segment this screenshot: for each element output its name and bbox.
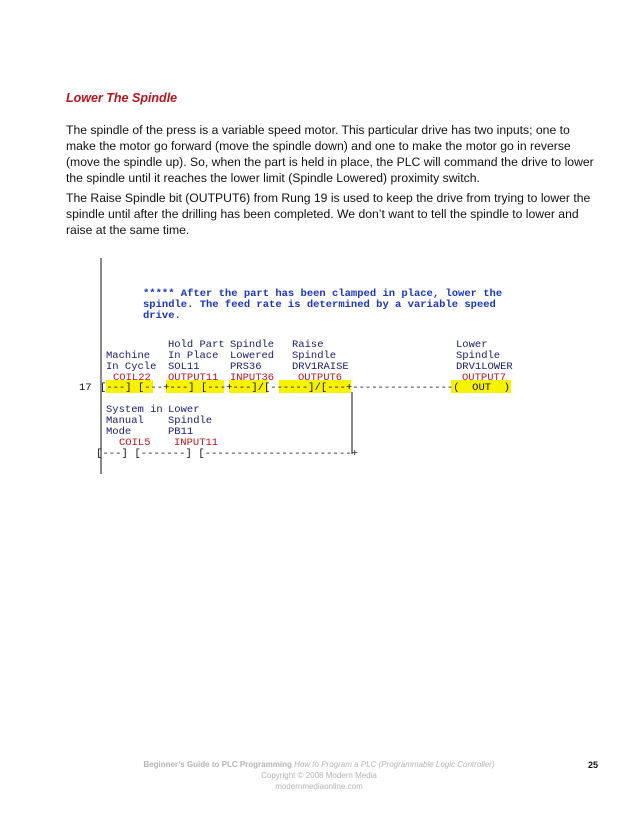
contact-tag: COIL22	[113, 372, 151, 384]
rung-line: [---] [---+---] [---+---]/[------]/[---+----------------( OUT )	[100, 382, 510, 394]
contact-label: Spindle	[292, 350, 337, 362]
footer-website: modernmediaonline.com	[275, 782, 363, 791]
paragraph-spindle-drive: The spindle of the press is a variable speed motor. This particular drive has two inputs; one to make the motor go forward (move the spindle down) and one to make the motor go in reverse (move the spindle up). So, when the part is held in place, the PLC will command the drive to lower the spindle until it reaches the lower limit (Spindle Lowered) proximity switch.	[66, 123, 594, 185]
contact-label: Hold Part	[168, 339, 225, 351]
contact-label: Spindle	[230, 339, 275, 351]
footer-book-subtitle: How to Program a PLC (Programmable Logic Controller)	[294, 760, 495, 769]
rung-comment-line: drive.	[143, 310, 181, 322]
coil-label: DRV1LOWER	[456, 361, 513, 373]
footer-copyright: Copyright © 2008 Modern Media	[261, 771, 377, 780]
contact-tag: OUTPUT11	[168, 372, 219, 384]
coil-label: Spindle	[456, 350, 501, 362]
branch-contact-label: PB11	[168, 426, 194, 438]
contact-label: SOL11	[168, 361, 200, 373]
rung-comment-line: ***** After the part has been clamped in place, lower the	[143, 288, 503, 300]
contact-label: DRV1RAISE	[292, 361, 349, 373]
branch-contact-label: Mode	[106, 426, 132, 438]
contact-label: In Place	[168, 350, 219, 362]
contact-tag: INPUT36	[230, 372, 275, 384]
contact-tag: OUTPUT6	[298, 372, 343, 384]
contact-label: In Cycle	[106, 361, 157, 373]
branch-contact-label: Lower	[168, 404, 200, 416]
section-heading: Lower The Spindle	[66, 91, 178, 105]
contact-label: Lowered	[230, 350, 275, 362]
paragraph-raise-spindle-bit: The Raise Spindle bit (OUTPUT6) from Rung 19 is used to keep the drive from trying to lower the spindle until after the drilling has been completed. We don’t want to tell the spindle to lower and raise at the same time.	[66, 191, 591, 237]
coil-label: Lower	[456, 339, 488, 351]
branch-contact-label: Manual	[106, 415, 144, 427]
branch-contact-tag: COIL5	[119, 437, 151, 449]
contact-label: Machine	[106, 350, 151, 362]
rung-number: 17	[79, 382, 92, 394]
coil-tag: OUTPUT7	[462, 372, 507, 384]
branch-contact-label: Spindle	[168, 415, 213, 427]
branch-line: [---] [-------] [-----------------------+	[96, 448, 358, 460]
footer-title	[0, 760, 638, 769]
contact-label: Raise	[292, 339, 324, 351]
branch-contact-label: System in	[106, 404, 163, 416]
page-number: 25	[588, 760, 599, 770]
branch-contact-tag: INPUT11	[174, 437, 219, 449]
footer-book-title: Beginner’s Guide to PLC Programming	[143, 760, 292, 769]
rung-comment-line: spindle. The feed rate is determined by a variable speed	[143, 299, 496, 311]
contact-label: PRS36	[230, 361, 262, 373]
